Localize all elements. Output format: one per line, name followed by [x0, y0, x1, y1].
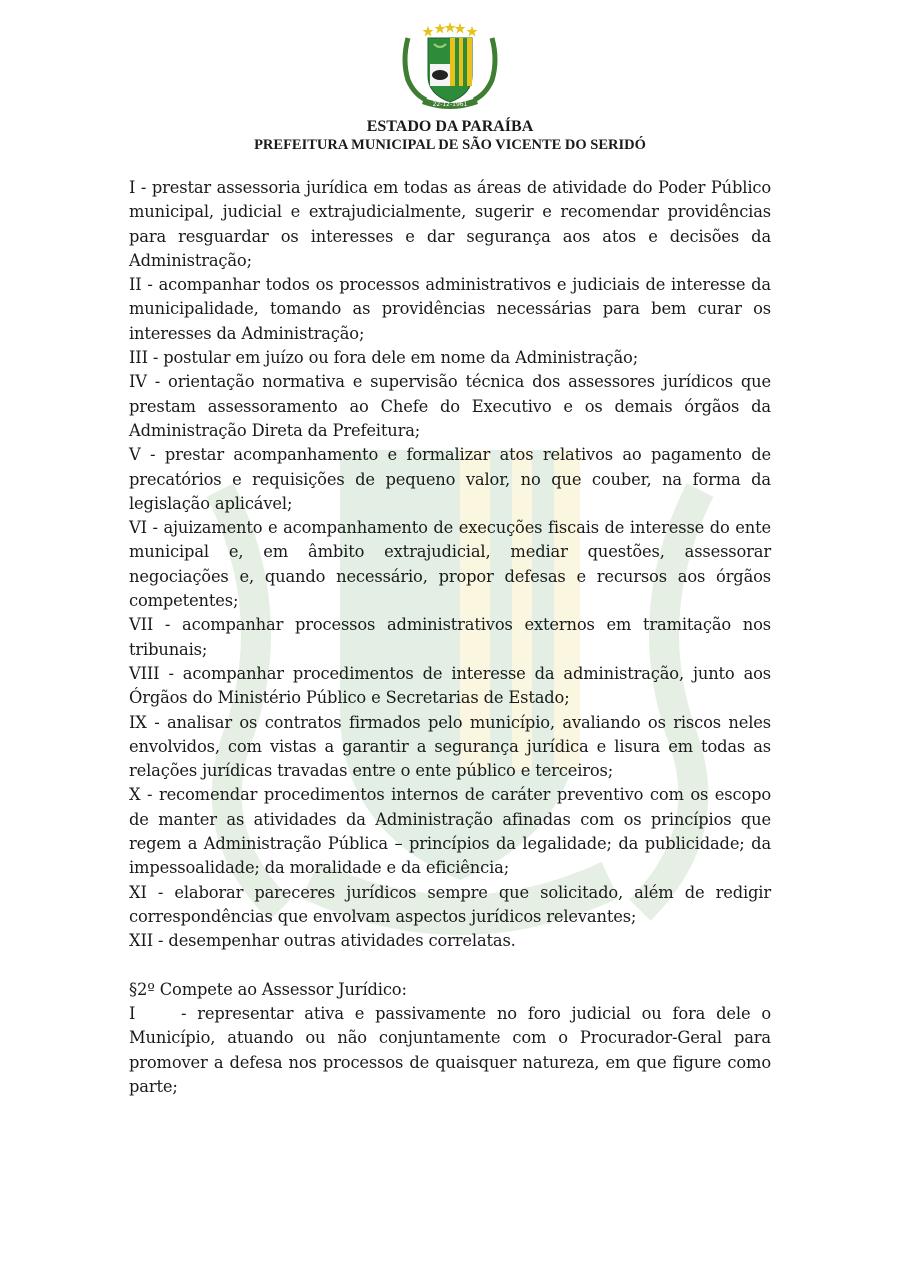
list-item-9	[129, 711, 771, 784]
section-item-1	[129, 1002, 771, 1099]
municipal-crest-logo	[398, 20, 502, 112]
list-item-3	[129, 346, 771, 370]
item-number: I	[129, 1004, 136, 1024]
list-item-5	[129, 443, 771, 516]
list-item-12	[129, 929, 771, 953]
list-item-7	[129, 613, 771, 662]
prefecture-title: PREFEITURA MUNICIPAL DE SÃO VICENTE DO SERIDÓ	[254, 137, 646, 153]
item-number: III	[129, 348, 148, 368]
section-heading: §2º Compete ao Assessor Jurídico:	[129, 979, 407, 999]
list-item-10	[129, 783, 771, 880]
item-number: II	[129, 275, 142, 295]
item-number: I	[129, 178, 136, 197]
item-number: X	[129, 785, 141, 805]
item-text: - acompanhar processos administrativos externos em tramitação nos tribunais;	[129, 615, 771, 659]
item-number: IX	[129, 712, 147, 732]
item-text: - postular em juízo ou fora dele em nome da Administração;	[147, 348, 639, 368]
item-text: - recomendar procedimentos internos de caráter preventivo com os escopo de manter as atividades da Administração afinadas com os princípios que regem a Administração Pública – princípios da legalidade; da publicidade; da impessoalidade; da moralidade e da eficiência;	[129, 785, 771, 878]
list-item-6	[129, 516, 771, 613]
item-text: - analisar os contratos firmados pelo município, avaliando os riscos neles envolvidos, com vistas a garantir a segurança jurídica e lisura em todas as relações jurídicas travadas entre o ente público e terceiros;	[129, 712, 771, 781]
item-text: - prestar assessoria jurídica em todas as áreas de atividade do Poder Público municipal, judicial e extrajudicialmente, sugerir e recomendar providências para resguardar os interesses e dar segurança aos atos e decisões da Administração;	[129, 178, 771, 270]
item-text: - desempenhar outras atividades correlatas.	[153, 931, 516, 951]
item-text: - acompanhar procedimentos de interesse da administração, junto aos Órgãos do Ministério Público e Secretarias de Estado;	[129, 663, 771, 708]
item-number: IV	[129, 372, 147, 392]
item-text: - acompanhar todos os processos administrativos e judiciais de interesse da municipalidade, tomando as providências necessárias para bem curar os interesses da Administração;	[129, 275, 771, 343]
state-title: ESTADO DA PARAÍBA	[366, 118, 534, 135]
item-number: V	[129, 445, 141, 465]
paragraph-gap	[129, 954, 771, 978]
document-body	[129, 176, 771, 1099]
crest-date: 22-12-1961	[432, 101, 468, 108]
list-item-2	[129, 273, 771, 346]
item-text: - orientação normativa e supervisão técnica dos assessores jurídicos que prestam assessoramento ao Chefe do Executivo e os demais órgãos da Administração Direta da Prefeitura;	[129, 372, 771, 440]
item-number: VII	[129, 615, 154, 635]
item-text: - ajuizamento e acompanhamento de execuções fiscais de interesse do ente municipal e, em âmbito extrajudicial, mediar questões, assessorar negociações e, quando necessário, propor defesas e recursos aos órgãos competentes;	[129, 518, 771, 611]
item-text: - elaborar pareceres jurídicos sempre que solicitado, além de redigir correspondências que envolvam aspectos jurídicos relevantes;	[129, 882, 771, 926]
list-item-11	[129, 881, 771, 930]
item-text: - prestar acompanhamento e formalizar atos relativos ao pagamento de precatórios e requisições de pequeno valor, no que couber, na forma da legislação aplicável;	[129, 445, 771, 513]
item-text: - representar ativa e passivamente no foro judicial ou fora dele o Município, atuando ou não conjuntamente com o Procurador-Geral para promover a defesa nos processos de quaisquer natureza, em que figure como parte;	[129, 1004, 771, 1096]
list-item-8	[129, 662, 771, 711]
item-number: XI	[129, 882, 147, 902]
document-header	[0, 118, 900, 154]
list-item-1	[129, 176, 771, 273]
item-number: VI	[129, 518, 147, 538]
item-number: VIII	[129, 663, 160, 683]
list-item-4	[129, 370, 771, 443]
item-number: XII	[129, 931, 154, 951]
